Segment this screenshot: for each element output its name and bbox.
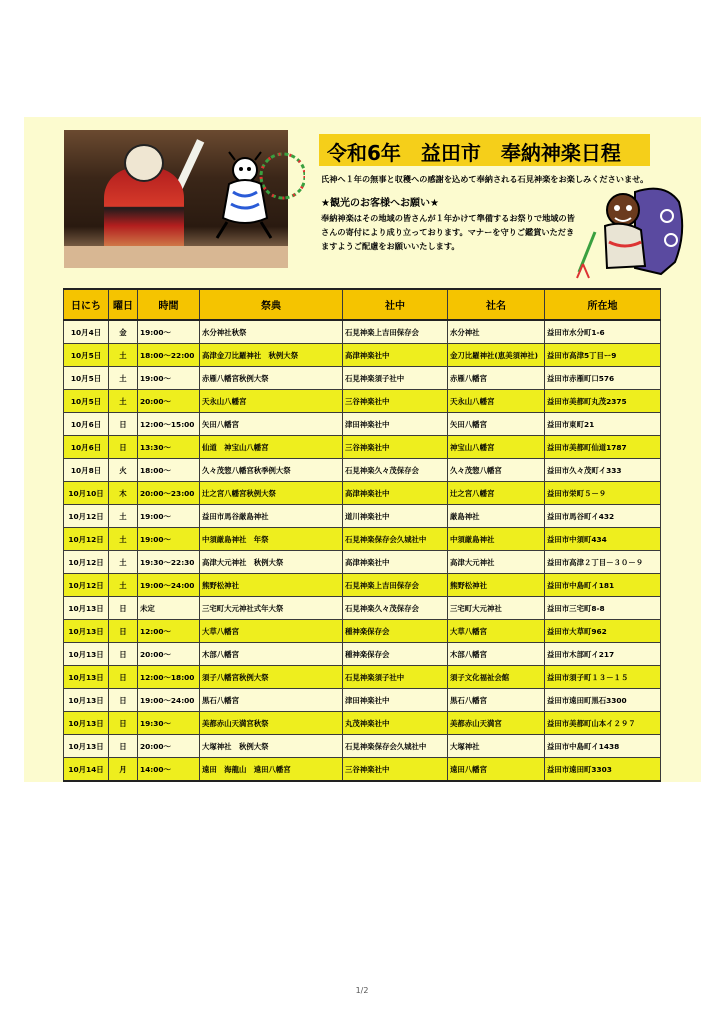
cell-festival: 木部八幡宮 [200, 643, 343, 666]
cell-shrine: 黒石八幡宮 [448, 689, 545, 712]
cell-time: 19:00～ [138, 505, 200, 528]
cell-troupe: 高津神楽社中 [343, 551, 448, 574]
header-festival: 祭典 [200, 289, 343, 320]
cell-shrine: 大草八幡宮 [448, 620, 545, 643]
cell-time: 12:00～ [138, 620, 200, 643]
header-shrine: 社名 [448, 289, 545, 320]
cell-date: 10月14日 [64, 758, 109, 782]
table-row [64, 597, 661, 620]
cell-address: 益田市東町21 [545, 413, 661, 436]
cell-troupe: 石見神楽保存会久城社中 [343, 528, 448, 551]
cell-weekday: 土 [109, 574, 138, 597]
cell-address: 益田市須子町１３－１５ [545, 666, 661, 689]
cell-troupe: 道川神楽社中 [343, 505, 448, 528]
cell-time: 12:00～18:00 [138, 666, 200, 689]
cell-shrine: 矢田八幡宮 [448, 413, 545, 436]
cell-troupe: 三谷神楽社中 [343, 436, 448, 459]
kagura-mascot-illustration-right [575, 182, 687, 282]
cell-date: 10月8日 [64, 459, 109, 482]
table-row [64, 666, 661, 689]
cell-weekday: 日 [109, 666, 138, 689]
cell-weekday: 土 [109, 528, 138, 551]
cell-date: 10月13日 [64, 643, 109, 666]
notice-line: さんの寄付により成り立っております。マナーを守りご鑑賞いただき [321, 227, 575, 237]
cell-troupe: 石見神楽久々茂保存会 [343, 597, 448, 620]
cell-troupe: 石見神楽保存会久城社中 [343, 735, 448, 758]
cell-festival: 辻之宮八幡宮秋例大祭 [200, 482, 343, 505]
cell-troupe: 石見神楽久々茂保存会 [343, 459, 448, 482]
table-row [64, 367, 661, 390]
cell-address: 益田市赤雁町口576 [545, 367, 661, 390]
header-troupe: 社中 [343, 289, 448, 320]
cell-weekday: 日 [109, 620, 138, 643]
page-title-box [319, 134, 650, 166]
cell-time: 20:00～ [138, 643, 200, 666]
cell-festival: 美都赤山天満宮秋祭 [200, 712, 343, 735]
page-number: 1/2 [355, 986, 369, 995]
cell-address: 益田市馬谷町イ432 [545, 505, 661, 528]
cell-troupe: 津田神楽社中 [343, 413, 448, 436]
cell-shrine: 中須厳島神社 [448, 528, 545, 551]
cell-shrine: 神宝山八幡宮 [448, 436, 545, 459]
cell-troupe: 種神楽保存会 [343, 643, 448, 666]
cell-time: 未定 [138, 597, 200, 620]
cell-date: 10月10日 [64, 482, 109, 505]
table-row [64, 344, 661, 367]
cell-address: 益田市水分町1-6 [545, 320, 661, 344]
cell-address: 益田市木部町イ217 [545, 643, 661, 666]
cell-address: 益田市中島町イ1438 [545, 735, 661, 758]
cell-shrine: 遠田八幡宮 [448, 758, 545, 782]
cell-weekday: 日 [109, 735, 138, 758]
notice-body [321, 211, 601, 253]
cell-troupe: 石見神楽須子社中 [343, 666, 448, 689]
cell-address: 益田市高津２丁目－３０－９ [545, 551, 661, 574]
cell-weekday: 木 [109, 482, 138, 505]
cell-troupe: 津田神楽社中 [343, 689, 448, 712]
cell-troupe: 高津神楽社中 [343, 344, 448, 367]
cell-shrine: 辻之宮八幡宮 [448, 482, 545, 505]
cell-shrine: 大塚神社 [448, 735, 545, 758]
cell-festival: 矢田八幡宮 [200, 413, 343, 436]
cell-shrine: 厳島神社 [448, 505, 545, 528]
cell-time: 19:00～ [138, 528, 200, 551]
cell-festival: 高津大元神社 秋例大祭 [200, 551, 343, 574]
notice-line: ますようご配慮をお願いいたします。 [321, 241, 460, 251]
table-row [64, 689, 661, 712]
cell-date: 10月6日 [64, 413, 109, 436]
cell-time: 18:00～ [138, 459, 200, 482]
cell-weekday: 日 [109, 413, 138, 436]
table-row [64, 320, 661, 344]
cell-shrine: 高津大元神社 [448, 551, 545, 574]
cell-shrine: 久々茂惣八幡宮 [448, 459, 545, 482]
cell-festival: 水分神社秋祭 [200, 320, 343, 344]
cell-festival: 中須厳島神社 年祭 [200, 528, 343, 551]
cell-date: 10月4日 [64, 320, 109, 344]
cell-troupe: 種神楽保存会 [343, 620, 448, 643]
cell-date: 10月6日 [64, 436, 109, 459]
kagura-mascot-illustration-left [205, 148, 305, 243]
table-row [64, 459, 661, 482]
cell-weekday: 土 [109, 367, 138, 390]
cell-festival: 天永山八幡宮 [200, 390, 343, 413]
cell-time: 20:00～ [138, 390, 200, 413]
cell-date: 10月13日 [64, 597, 109, 620]
cell-address: 益田市遠田町3303 [545, 758, 661, 782]
cell-address: 益田市高津5丁目ー9 [545, 344, 661, 367]
table-row [64, 482, 661, 505]
cell-time: 18:00～22:00 [138, 344, 200, 367]
cell-weekday: 土 [109, 505, 138, 528]
header-address: 所在地 [545, 289, 661, 320]
table-row [64, 620, 661, 643]
table-row [64, 436, 661, 459]
cell-address: 益田市中須町434 [545, 528, 661, 551]
cell-weekday: 土 [109, 551, 138, 574]
cell-shrine: 赤雁八幡宮 [448, 367, 545, 390]
table-row [64, 505, 661, 528]
cell-festival: 須子八幡宮秋例大祭 [200, 666, 343, 689]
cell-weekday: 土 [109, 390, 138, 413]
cell-festival: 大塚神社 秋例大祭 [200, 735, 343, 758]
cell-weekday: 火 [109, 459, 138, 482]
table-row [64, 758, 661, 782]
cell-time: 19:00～ [138, 320, 200, 344]
cell-date: 10月13日 [64, 689, 109, 712]
cell-shrine: 熊野松神社 [448, 574, 545, 597]
cell-troupe: 三谷神楽社中 [343, 758, 448, 782]
cell-address: 益田市美都町仙道1787 [545, 436, 661, 459]
cell-festival: 熊野松神社 [200, 574, 343, 597]
cell-time: 19:00～24:00 [138, 574, 200, 597]
notice-line: 奉納神楽はその地域の皆さんが１年かけて準備するお祭りで地域の皆 [321, 213, 575, 223]
cell-weekday: 日 [109, 712, 138, 735]
cell-date: 10月12日 [64, 505, 109, 528]
header-time: 時間 [138, 289, 200, 320]
table-row [64, 390, 661, 413]
cell-weekday: 日 [109, 689, 138, 712]
notice-heading: ★観光のお客様へお願い★ [321, 198, 439, 209]
cell-time: 13:30～ [138, 436, 200, 459]
cell-troupe: 高津神楽社中 [343, 482, 448, 505]
cell-time: 19:30～ [138, 712, 200, 735]
cell-time: 14:00～ [138, 758, 200, 782]
page-title: 令和6年 益田市 奉納神楽日程 [327, 141, 621, 165]
cell-address: 益田市遠田町黒石3300 [545, 689, 661, 712]
table-header-row [64, 289, 661, 320]
table-row [64, 735, 661, 758]
cell-address: 益田市大草町962 [545, 620, 661, 643]
cell-troupe: 石見神楽須子社中 [343, 367, 448, 390]
cell-weekday: 日 [109, 597, 138, 620]
cell-festival: 高津金刀比羅神社 秋例大祭 [200, 344, 343, 367]
cell-date: 10月13日 [64, 735, 109, 758]
cell-date: 10月5日 [64, 390, 109, 413]
cell-weekday: 土 [109, 344, 138, 367]
cell-address: 益田市三宅町8-8 [545, 597, 661, 620]
cell-address: 益田市美都町山本イ２９７ [545, 712, 661, 735]
cell-troupe: 石見神楽上吉田保存会 [343, 574, 448, 597]
header-weekday: 曜日 [109, 289, 138, 320]
cell-festival: 大草八幡宮 [200, 620, 343, 643]
cell-weekday: 日 [109, 643, 138, 666]
cell-date: 10月12日 [64, 528, 109, 551]
table-row [64, 528, 661, 551]
cell-time: 20:00～ [138, 735, 200, 758]
table-row [64, 574, 661, 597]
cell-troupe: 丸茂神楽社中 [343, 712, 448, 735]
cell-festival: 三宅町大元神社式年大祭 [200, 597, 343, 620]
cell-festival: 黒石八幡宮 [200, 689, 343, 712]
cell-shrine: 美都赤山天満宮 [448, 712, 545, 735]
cell-festival: 仙道 神宝山八幡宮 [200, 436, 343, 459]
cell-address: 益田市美都町丸茂2375 [545, 390, 661, 413]
cell-address: 益田市中島町イ181 [545, 574, 661, 597]
cell-troupe: 三谷神楽社中 [343, 390, 448, 413]
cell-weekday: 金 [109, 320, 138, 344]
cell-festival: 遠田 海龍山 遠田八幡宮 [200, 758, 343, 782]
header-date: 日にち [64, 289, 109, 320]
cell-shrine: 木部八幡宮 [448, 643, 545, 666]
table-row [64, 551, 661, 574]
cell-date: 10月12日 [64, 574, 109, 597]
cell-date: 10月12日 [64, 551, 109, 574]
cell-date: 10月5日 [64, 367, 109, 390]
cell-festival: 赤雁八幡宮秋例大祭 [200, 367, 343, 390]
cell-time: 19:00～ [138, 367, 200, 390]
cell-troupe: 石見神楽上吉田保存会 [343, 320, 448, 344]
table-row [64, 413, 661, 436]
cell-date: 10月13日 [64, 666, 109, 689]
cell-festival: 久々茂惣八幡宮秋季例大祭 [200, 459, 343, 482]
cell-weekday: 日 [109, 436, 138, 459]
cell-date: 10月13日 [64, 620, 109, 643]
cell-time: 20:00～23:00 [138, 482, 200, 505]
cell-date: 10月13日 [64, 712, 109, 735]
cell-address: 益田市久々茂町イ333 [545, 459, 661, 482]
cell-festival: 益田市馬谷厳島神社 [200, 505, 343, 528]
cell-weekday: 月 [109, 758, 138, 782]
cell-address: 益田市栄町５－９ [545, 482, 661, 505]
cell-time: 19:30～22:30 [138, 551, 200, 574]
lead-text: 氏神へ１年の無事と収穫への感謝を込めて奉納される石見神楽をお楽しみくださいませ。 [321, 174, 649, 184]
table-row [64, 712, 661, 735]
cell-date: 10月5日 [64, 344, 109, 367]
table-row [64, 643, 661, 666]
schedule-table [63, 288, 661, 782]
cell-shrine: 金刀比羅神社(恵美須神社) [448, 344, 545, 367]
cell-time: 12:00～15:00 [138, 413, 200, 436]
cell-shrine: 須子文化福祉会館 [448, 666, 545, 689]
cell-shrine: 三宅町大元神社 [448, 597, 545, 620]
cell-shrine: 水分神社 [448, 320, 545, 344]
cell-time: 19:00～24:00 [138, 689, 200, 712]
cell-shrine: 天永山八幡宮 [448, 390, 545, 413]
